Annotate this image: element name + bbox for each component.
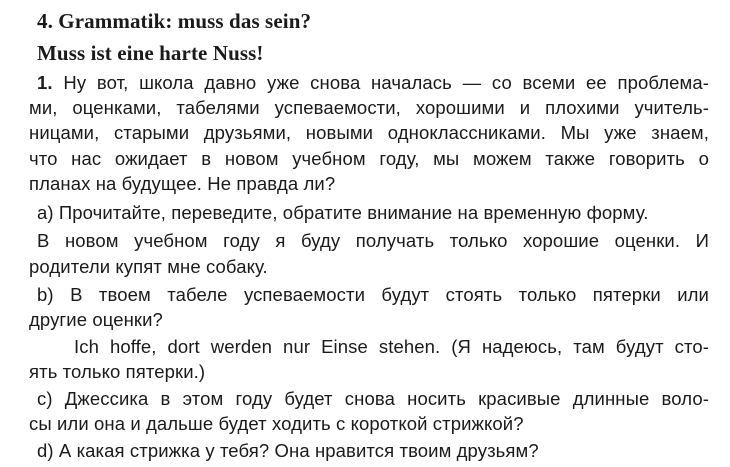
intro-line-5: планах на будущее. Не правда ли? (29, 173, 336, 194)
intro-line-1-text: Ну вот, школа давно уже снова началась — со всеми ее проблема- (63, 72, 709, 93)
example-line-1: В новом учебном году я буду получать только хорошие оценки. И (37, 230, 709, 251)
answer-line-2: ять только пятерки.) (29, 361, 206, 382)
answer-line-1: Ich hoffe, dort werden nur Einse stehen. (Я надеюсь, там будут сто- (74, 336, 709, 357)
question-b-line-2: другие оценки? (29, 309, 163, 330)
question-d: d) А какая стрижка у тебя? Она нравится твоим друзьям? (37, 440, 539, 461)
question-c-line-1: c) Джессика в этом году будет снова носить красивые длинные воло- (37, 388, 709, 409)
intro-line-2: ми, оценками, табелями успеваемости, хорошими и плохими учитель- (29, 97, 709, 118)
question-c-line-2: сы или она и дальше будет ходить с короткой стрижкой? (29, 413, 524, 434)
question-b-line-1: b) В твоем табеле успеваемости будут стоять только пятерки или (37, 284, 709, 305)
section-subtitle: Muss ist eine harte Nuss! (37, 41, 264, 65)
task-a-instruction: а) Прочитайте, переведите, обратите внимание на временную форму. (37, 202, 649, 223)
intro-line-3: ницами, старыми друзьями, новыми одноклассниками. Мы уже знаем, (29, 122, 709, 143)
intro-line-4: что нас ожидает в новом учебном году, мы можем также говорить о (29, 148, 709, 169)
exercise-number: 1. (37, 72, 53, 93)
section-title: 4. Grammatik: muss das sein? (37, 9, 312, 33)
intro-line-1 (37, 72, 709, 96)
example-line-2: родители купят мне собаку. (29, 256, 268, 277)
